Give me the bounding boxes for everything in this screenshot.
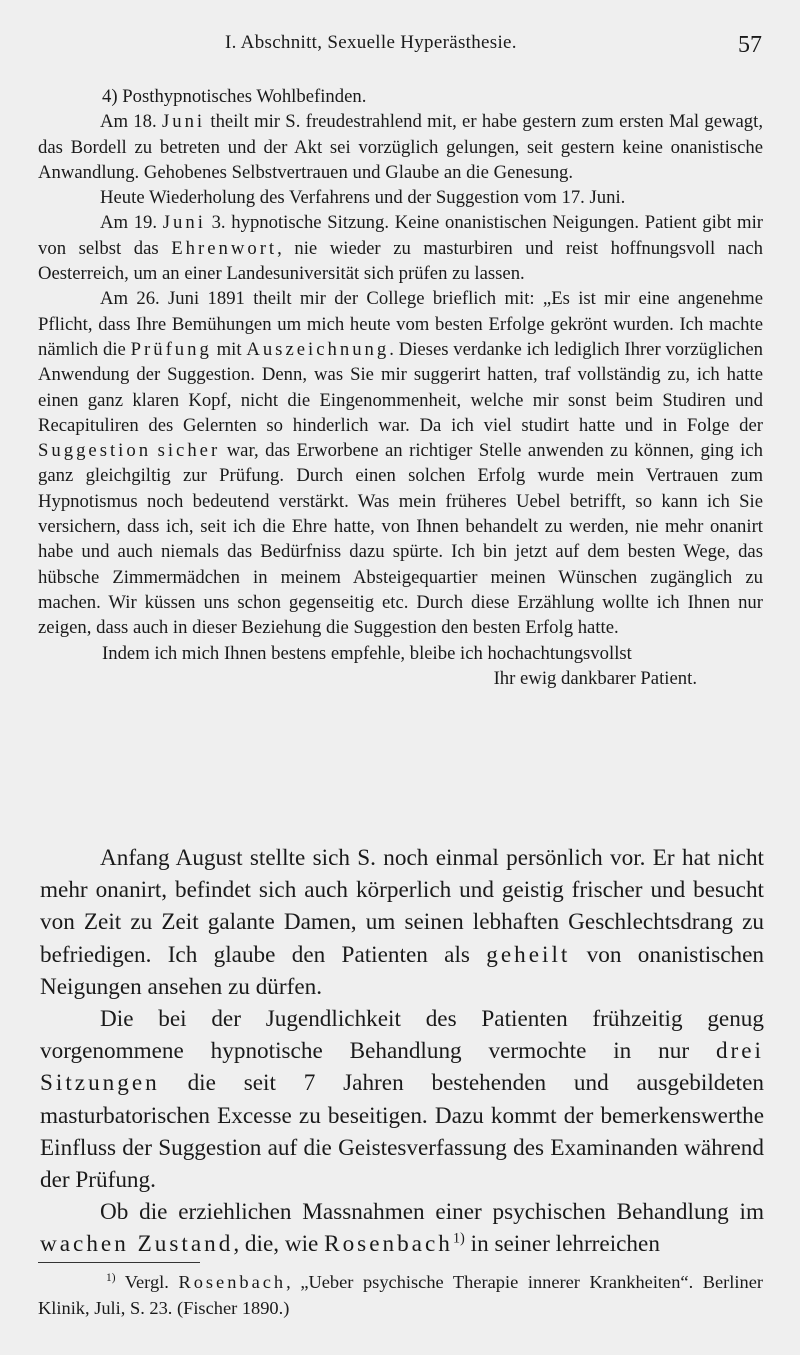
paragraph-august [40, 842, 764, 1003]
paragraph-june-19 [38, 210, 763, 286]
spaced-text: Rosenbach [178, 1272, 287, 1292]
spaced-text: Auszeichnung [246, 338, 390, 360]
text-run: . Dieses verdanke ich lediglich Ihrer vorzüglichen Anwendung der Suggestion. Denn, was Sie mir suggerirt hatten, traf vollständig zu, ich hatte einen ganz klaren Kopf, nicht die Eingenommenheit, welche mir sonst beim Studiren und Recapituliren des Gelernten so hinderlich war. Da ich viel studirt hatte und in Folge der [38, 338, 764, 436]
letter-signature: Ihr ewig dankbarer Patient. [493, 667, 697, 689]
spaced-text: wachen Zustand [40, 1231, 234, 1258]
spaced-text: Juni [162, 212, 206, 234]
text-run: , die, wie [233, 1231, 325, 1258]
footnote-reference: 1) [452, 1230, 465, 1247]
text-run: , nie wieder zu masturbiren und reist hoffnungsvoll nach Oesterreich, um an einer Landesuniversität sich prüfen zu lassen. [38, 237, 763, 285]
text-run: war, das Erworbene an richtiger Stelle anwenden zu können, ging ich ganz gleichgiltig zur Prüfung. Durch einen solchen Erfolg wurde mein Vertrauen zum Hypnotismus noch bedeutend verstärkt. Was mein früheres Uebel betrifft, so kann ich Sie versichern, dass ich, seit ich die Ehre hatte, von Ihnen behandelt zu werden, nie mehr onanirt habe und auch niemals das Bedürfniss dazu spürte. Ich bin jetzt auf dem besten Wege, das hübsche Zimmermädchen in meinem Absteigequartier meinen Wünschen zugänglich zu machen. Wir küssen uns schon gegenseitig etc. Durch diese Erzählung wollte ich Ihnen nur zeigen, dass auch in dieser Beziehung die Suggestion den besten Erfolg hatte. [38, 440, 764, 639]
spaced-text: Suggestion [38, 440, 152, 462]
text-run: Ob die erziehlichen Massnahmen einer psychischen Behandlung im [100, 1199, 764, 1226]
text-run: 3. hypnotische Sitzung. Keine onanistischen Neigungen. Patient gibt mir von selbst das [38, 212, 763, 259]
paragraph-education [40, 1196, 764, 1260]
section-heading: 4) Posthypnotisches Wohlbefinden. [102, 86, 367, 107]
spaced-text: Ehrenwort [171, 237, 278, 259]
text-run: Am 19. [100, 212, 163, 234]
case-report-text [38, 84, 763, 691]
paragraph-repetition: Heute Wiederholung des Verfahrens und der Suggestion vom 17. Juni. [100, 187, 626, 209]
paragraph-letter [38, 286, 763, 640]
commentary-text [40, 842, 764, 1261]
page-number: 57 [738, 32, 762, 58]
text-run: Am 18. [100, 111, 162, 133]
text-run: Anfang August stellte sich S. noch einmal persönlich vor. Er hat nicht mehr onanirt, befindet sich auch körperlich und geistig frischer und besucht von Zeit zu Zeit galante Damen, um seinen lebhaften Geschlechtsdrang zu befriedigen. Ich glaube den Patienten als [40, 845, 764, 968]
spaced-text: Prüfung [130, 338, 212, 360]
spaced-text: geheilt [486, 941, 571, 968]
letter-closing: Indem ich mich Ihnen bestens empfehle, bleibe ich hochachtungsvollst [102, 642, 632, 664]
text-run: in seiner lehrreichen [464, 1231, 660, 1258]
text-run: Am 26. Juni 1891 theilt mir der College brieflich mit: „Es ist mir eine angenehme Pflicht, dass Ihre Bemühungen um mich heute vom besten Erfolge gekrönt wurden. Ich machte nämlich die [38, 288, 763, 360]
spaced-text: drei Sitzungen [40, 1038, 764, 1097]
spaced-text: Juni [161, 111, 206, 133]
text-run: von onanistischen Neigungen ansehen zu dürfen. [40, 941, 765, 1000]
text-run: theilt mir S. freudestrahlend mit, er habe gestern zum ersten Mal gewagt, das Bordell zu betreten und der Akt sei vorzüglich gelungen, seit gestern keine onanistische Anwandlung. Gehobenes Selbstvertrauen und Glaube an die Genesung. [38, 111, 763, 183]
text-run: Die bei der Jugendlichkeit des Patienten frühzeitig genug vorgenommene hypnotische Behandlung vermochte in nur [40, 1006, 764, 1065]
footnotes [38, 1269, 763, 1321]
footnote-divider [38, 1262, 200, 1263]
page-header [0, 30, 800, 66]
text-run: Vergl. [115, 1272, 179, 1292]
text-run: , „Ueber psychische Therapie innerer Krankheiten“. Berliner Klinik, Juli, S. 23. (Fischer 1890.) [38, 1272, 763, 1318]
footnote-1 [38, 1269, 763, 1321]
paragraph-june-18 [38, 109, 763, 185]
spaced-text: Rosenbach [324, 1231, 453, 1258]
running-head: I. Abschnitt, Sexuelle Hyperästhesie. [225, 32, 517, 53]
footnote-marker: 1) [106, 1271, 116, 1284]
paragraph-treatment [40, 1003, 764, 1196]
text-run: die seit 7 Jahren bestehenden und ausgebildeten masturbatorischen Excesse zu beseitigen. Dazu kommt der bemerkenswerthe Einfluss der Suggestion auf die Geistesverfassung des Examinanden während der Prüfung. [40, 1070, 764, 1194]
spaced-text: sicher [157, 440, 221, 462]
text-run: mit [211, 338, 247, 360]
